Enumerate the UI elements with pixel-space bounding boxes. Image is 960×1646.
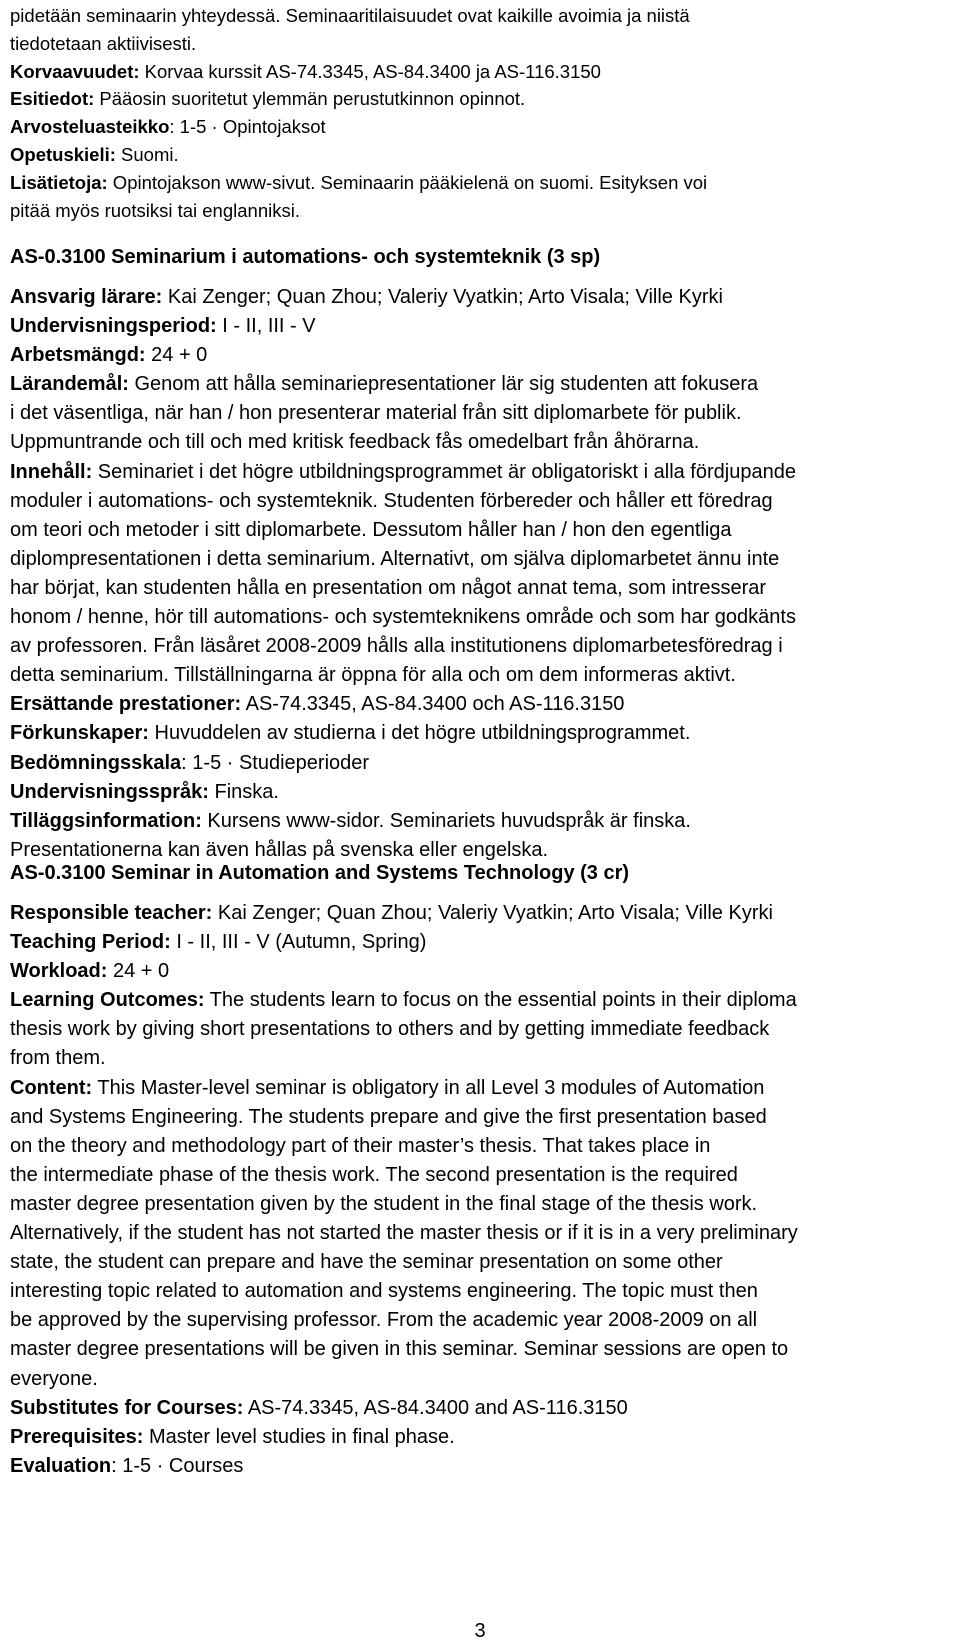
text-line	[10, 1132, 955, 1161]
text-line	[10, 458, 955, 487]
text-line	[10, 545, 955, 574]
field-text: Huvuddelen av studierna i det högre utbildningsprogrammet.	[148, 722, 691, 745]
field-text: Kai Zenger; Quan Zhou; Valeriy Vyatkin; Arto Visala; Ville Kyrki	[162, 286, 723, 308]
field-label: Lisätietoja:	[10, 171, 108, 193]
text-line	[10, 85, 955, 113]
field-label: Bedömningsskala	[10, 751, 182, 774]
text-line	[10, 603, 955, 632]
field-text: 24 + 0	[107, 960, 170, 983]
field-label: Learning Outcomes:	[10, 989, 205, 1012]
field-text: moduler i automations- och systemteknik. Studenten förbereder och håller ett föredrag	[10, 489, 773, 512]
field-text: Uppmuntrande och till och med kritisk feedback fås omedelbart från åhörarna.	[10, 431, 700, 454]
field-text: om teori och metoder i sitt diplomarbete. Dessutom håller han / hon den egentliga	[10, 518, 732, 541]
text-line	[10, 749, 955, 778]
text-line	[10, 1015, 955, 1044]
field-text: har börjat, kan studenten hålla en presentation om något annat tema, som intresserar	[10, 576, 767, 599]
text-line	[10, 2, 955, 30]
field-label: Lärandemål:	[10, 373, 129, 396]
text-line	[10, 58, 955, 86]
text-line	[10, 516, 955, 545]
field-text: everyone.	[10, 1367, 98, 1390]
english-course-heading: AS-0.3100 Seminar in Automation and Systems Technology (3 cr)	[10, 862, 630, 884]
text-line	[10, 1248, 955, 1277]
text-line	[10, 807, 955, 836]
text-line	[10, 1365, 955, 1394]
field-text: state, the student can prepare and have the seminar presentation on some other	[10, 1251, 723, 1274]
field-text: Kai Zenger; Quan Zhou; Valeriy Vyatkin; Arto Visala; Ville Kyrki	[212, 902, 773, 924]
field-text: Korvaa kurssit AS-74.3345, AS-84.3400 ja AS-116.3150	[139, 60, 601, 82]
field-label: Undervisningsspråk:	[10, 780, 209, 803]
text-line	[10, 1452, 955, 1481]
swedish-course-section	[10, 283, 955, 865]
text-line	[10, 690, 955, 719]
field-text: The students learn to focus on the essential points in their diploma	[204, 989, 797, 1012]
text-line	[10, 986, 955, 1015]
field-text: and Systems Engineering. The students prepare and give the first presentation based	[10, 1105, 767, 1128]
text-line	[10, 169, 955, 197]
field-text: AS-74.3345, AS-84.3400 and AS-116.3150	[243, 1396, 628, 1419]
field-text: I - II, III - V	[216, 315, 316, 338]
field-label: Ersättande prestationer:	[10, 693, 242, 716]
field-text: This Master-level seminar is obligatory in all Level 3 modules of Automation	[92, 1076, 765, 1099]
field-label: Tilläggsinformation:	[10, 809, 202, 832]
field-text: from them.	[10, 1047, 106, 1070]
text-line	[10, 428, 955, 457]
text-line	[10, 836, 955, 865]
text-line	[10, 957, 955, 986]
field-text: Seminariet i det högre utbildningsprogrammet är obligatoriskt i alla fördjupande	[92, 460, 796, 483]
field-text: master degree presentations will be given in this seminar. Seminar sessions are open to	[10, 1338, 789, 1361]
swedish-course-heading: AS-0.3100 Seminarium i automations- och systemteknik (3 sp)	[10, 246, 601, 268]
field-text: i det väsentliga, när han / hon presenterar material från sitt diplomarbete för publik.	[10, 402, 742, 425]
text-line	[10, 1306, 955, 1335]
text-line	[10, 1423, 955, 1452]
field-text: 24 + 0	[145, 344, 208, 367]
field-text: pidetään seminaarin yhteydessä. Seminaaritilaisuudet ovat kaikille avoimia ja niistä	[10, 5, 690, 26]
field-text: : 1-5 · Studieperioder	[181, 751, 370, 774]
field-text: Presentationerna kan även hållas på svenska eller engelska.	[10, 838, 549, 861]
text-line	[10, 719, 955, 748]
page-number: 3	[474, 1620, 486, 1642]
field-label: Teaching Period:	[10, 931, 171, 954]
field-label: Ansvarig lärare:	[10, 286, 163, 308]
text-line	[10, 1394, 955, 1423]
field-text: : 1-5 · Courses	[111, 1454, 244, 1477]
field-text: Kursens www-sidor. Seminariets huvudspråk är finska.	[201, 809, 691, 832]
text-line	[10, 141, 955, 169]
field-text: be approved by the supervising professor. From the academic year 2008-2009 on all	[10, 1309, 758, 1332]
text-line	[10, 312, 955, 341]
field-text: AS-74.3345, AS-84.3400 och AS-116.3150	[241, 693, 625, 716]
field-text: av professoren. Från läsåret 2008-2009 hålls alla institutionens diplomarbetesföredrag i	[10, 635, 783, 658]
field-label: Responsible teacher:	[10, 902, 213, 924]
field-text: Suomi.	[115, 143, 179, 165]
text-line	[10, 197, 955, 225]
text-line	[10, 30, 955, 58]
text-line	[10, 1277, 955, 1306]
field-label: Evaluation	[10, 1454, 112, 1477]
field-label: Workload:	[10, 960, 108, 983]
field-text: thesis work by giving short presentations to others and by getting immediate feedback	[10, 1018, 770, 1041]
text-line	[10, 283, 955, 312]
field-label: Korvaavuudet:	[10, 60, 140, 82]
text-line	[10, 928, 955, 957]
field-text: Genom att hålla seminariepresentationer lär sig studenten att fokusera	[128, 373, 759, 396]
text-line	[10, 1219, 955, 1248]
field-label: Arvosteluasteikko	[10, 116, 170, 138]
text-line	[10, 574, 955, 603]
field-text: master degree presentation given by the student in the final stage of the thesis work.	[10, 1192, 758, 1215]
field-label: Arbetsmängd:	[10, 344, 146, 367]
field-label: Content:	[10, 1076, 93, 1099]
text-line	[10, 113, 955, 141]
english-course-section	[10, 899, 955, 1481]
text-line	[10, 1190, 955, 1219]
field-text: pitää myös ruotsiksi tai englanniksi.	[10, 199, 300, 221]
field-text: the intermediate phase of the thesis work. The second presentation is the required	[10, 1163, 738, 1186]
field-text: detta seminarium. Tillställningarna är öppna för alla och om dem informeras aktivt.	[10, 664, 736, 687]
field-text: tiedotetaan aktiivisesti.	[10, 32, 197, 54]
field-text: interesting topic related to automation and systems engineering. The topic must then	[10, 1280, 758, 1303]
field-text: Master level studies in final phase.	[143, 1425, 455, 1448]
text-line	[10, 632, 955, 661]
text-line	[10, 1161, 955, 1190]
text-line	[10, 399, 955, 428]
text-line	[10, 1103, 955, 1132]
field-text: Opintojakson www-sivut. Seminaarin pääkielenä on suomi. Esityksen voi	[107, 171, 708, 193]
field-label: Esitiedot:	[10, 88, 95, 110]
field-label: Förkunskaper:	[10, 722, 149, 745]
field-label: Prerequisites:	[10, 1425, 144, 1448]
field-text: : 1-5 · Opintojaksot	[169, 116, 326, 138]
field-label: Substitutes for Courses:	[10, 1396, 244, 1419]
field-text: honom / henne, hör till automations- och systemteknikens område och som har godkänts	[10, 606, 796, 629]
text-line	[10, 899, 955, 928]
text-line	[10, 778, 955, 807]
field-text: diplompresentationen i detta seminarium. Alternativt, om själva diplomarbetet ännu inte	[10, 547, 780, 570]
field-text: Pääosin suoritetut ylemmän perustutkinnon opinnot.	[94, 88, 526, 110]
field-label: Opetuskieli:	[10, 143, 116, 165]
text-line	[10, 1044, 955, 1073]
text-line	[10, 661, 955, 690]
field-text: Alternatively, if the student has not started the master thesis or if it is in a very preliminary	[10, 1222, 798, 1245]
text-line	[10, 341, 955, 370]
field-label: Innehåll:	[10, 460, 93, 483]
text-line	[10, 370, 955, 399]
field-label: Undervisningsperiod:	[10, 315, 217, 338]
field-text: on the theory and methodology part of their master’s thesis. That takes place in	[10, 1134, 711, 1157]
text-line	[10, 487, 955, 516]
text-line	[10, 1335, 955, 1364]
text-line	[10, 1074, 955, 1103]
field-text: I - II, III - V (Autumn, Spring)	[170, 931, 427, 954]
finnish-course-section	[10, 2, 955, 224]
field-text: Finska.	[208, 780, 279, 803]
